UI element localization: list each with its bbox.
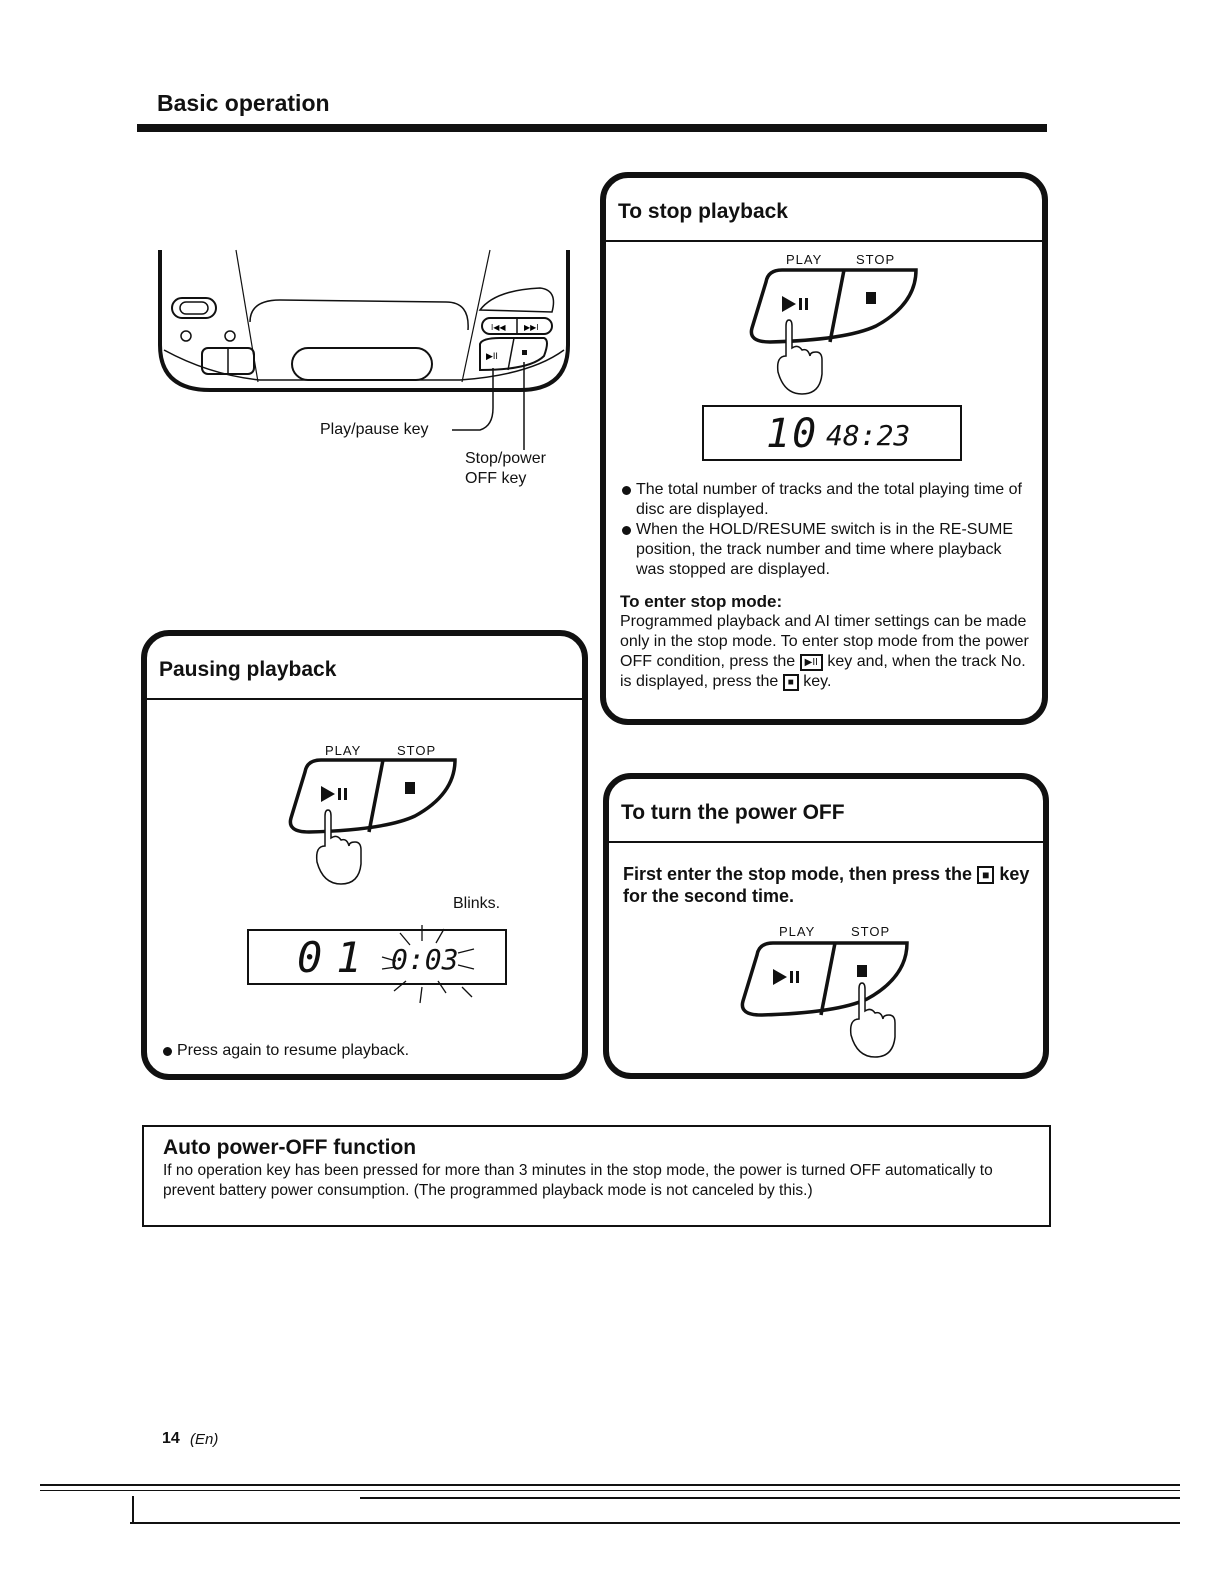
power-panel-header (609, 779, 1043, 843)
section-title: Basic operation (157, 90, 330, 116)
pause-stop-key-caption: STOP (397, 743, 437, 758)
language-code: (En) (190, 1431, 219, 1448)
pause-play-key-caption: PLAY (325, 743, 362, 758)
pause-panel-title: Pausing playback (159, 658, 337, 681)
play-pause-key-icon: ▶II (800, 654, 823, 671)
stop-mode-paragraph (620, 612, 1034, 692)
stop-mode-text-a: Programmed playback and AI timer settings can be made only in the stop mode. To enter stop mode from the power OFF condition, press the (620, 613, 1029, 670)
svg-text:▶▶I: ▶▶I (524, 323, 539, 332)
power-off-instruction (623, 863, 1043, 907)
pause-lcd-track: 01 (297, 933, 376, 982)
power-instruction-a: First enter the stop mode, then press the (623, 864, 973, 884)
footer-rule-bottom (130, 1522, 1180, 1524)
auto-power-title: Auto power-OFF function (163, 1136, 417, 1159)
footer-rule-top (40, 1484, 1180, 1486)
power-play-key-caption: PLAY (779, 924, 816, 939)
play-stop-keys-press-play (285, 754, 465, 894)
power-panel-title: To turn the power OFF (621, 801, 845, 824)
footer-rule-mid (360, 1497, 1180, 1499)
stop-mode-section (620, 592, 1034, 692)
stop-power-key-label (465, 449, 546, 489)
stop-lcd-display (702, 405, 962, 461)
stop-key-caption: STOP (856, 252, 896, 267)
stop-power-label-line2: OFF key (465, 470, 527, 487)
blink-rays-icon (362, 911, 497, 1011)
auto-power-off-box (142, 1125, 1051, 1227)
pause-panel-note (161, 1041, 575, 1061)
svg-text:I◀◀: I◀◀ (491, 323, 506, 332)
auto-power-text: If no operation key has been pressed for more than 3 minutes in the stop mode, the power is turned OFF automatically to prevent battery power consumption. (The programmed playback mode is not canceled by this.) (163, 1162, 993, 1199)
pause-lcd-time: 0:03 (391, 943, 459, 976)
play-stop-keys-press-stop (737, 937, 917, 1067)
stop-panel-title: To stop playback (618, 200, 788, 223)
stop-key-icon: ■ (977, 866, 994, 884)
footer-tick (132, 1496, 134, 1524)
stop-lcd-track: 10 (766, 411, 819, 457)
stop-power-label-line1: Stop/power (465, 450, 546, 467)
footer-rule-thin (40, 1490, 1180, 1491)
stop-bullet-2: When the HOLD/RESUME switch is in the RE-SUME position, the track number and time where playback was stopped are displayed. (620, 520, 1034, 580)
power-instruction-b: key for the second time. (623, 864, 1030, 906)
power-stop-key-caption: STOP (851, 924, 891, 939)
stop-mode-text-c: key. (803, 673, 832, 690)
title-rule (137, 124, 1047, 132)
play-key-caption: PLAY (786, 252, 823, 267)
play-pause-key-label: Play/pause key (320, 421, 429, 438)
play-stop-keys-press-play (746, 264, 926, 404)
stop-mode-heading: To enter stop mode: (620, 592, 783, 611)
stop-lcd-time: 48:23 (826, 419, 911, 452)
pause-bullet: Press again to resume playback. (161, 1041, 575, 1061)
pause-panel-header (147, 636, 582, 700)
stop-panel-bullets (620, 480, 1034, 580)
page-number: 14 (162, 1430, 180, 1447)
stop-playback-panel (600, 172, 1048, 725)
stop-mode-text-b: key and, when the track No. is displayed, press the (620, 653, 1026, 690)
stop-panel-header (606, 178, 1042, 242)
svg-text:▶II: ▶II (486, 351, 498, 361)
pause-playback-panel (141, 630, 588, 1080)
power-off-panel (603, 773, 1049, 1079)
blinks-label: Blinks. (453, 895, 501, 912)
stop-bullet-1: The total number of tracks and the total playing time of disc are displayed. (620, 480, 1034, 520)
stop-key-icon: ■ (783, 674, 799, 691)
